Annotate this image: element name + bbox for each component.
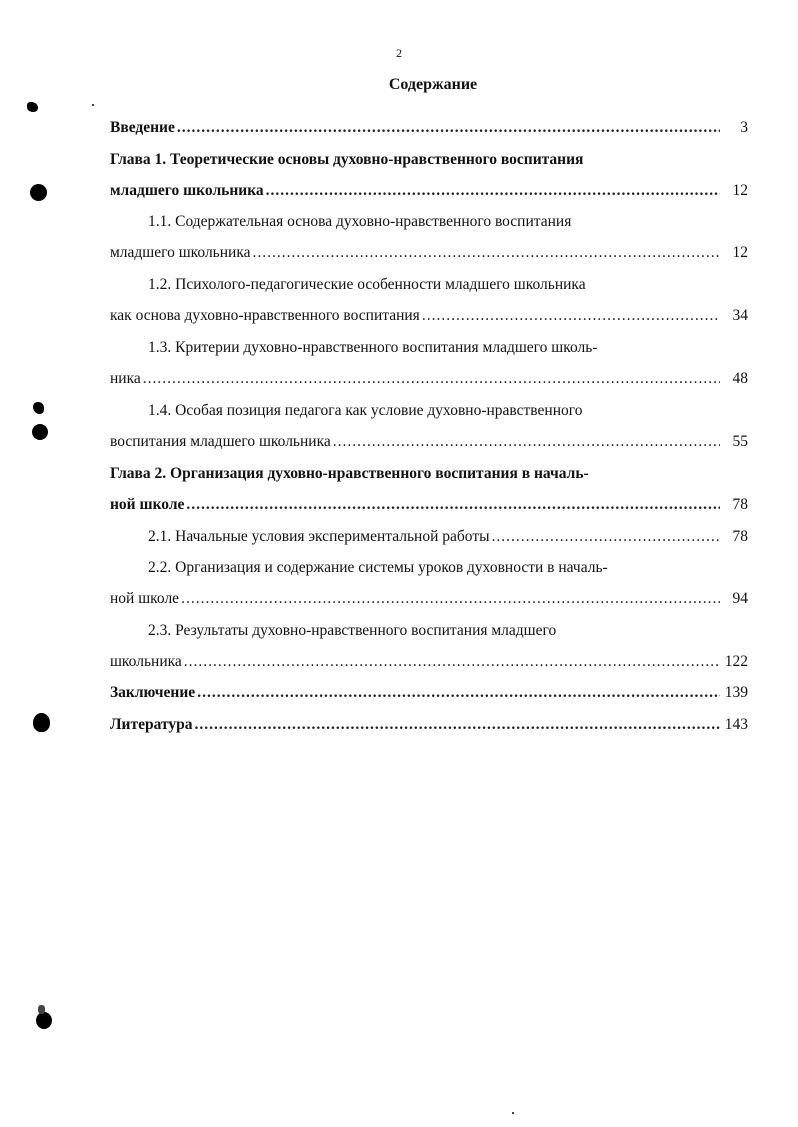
toc-entry-text: школьника: [110, 653, 182, 670]
toc-entry-1-2: [110, 305, 748, 327]
scan-speck: [33, 402, 44, 414]
toc-entry-conclusion: [110, 682, 748, 704]
toc-entry-introduction: [110, 117, 748, 139]
toc-entry-page: 12: [732, 244, 748, 261]
toc-entry-text: 1.1. Содержательная основа духовно-нравственного воспитания: [148, 213, 572, 230]
toc-entry-page: 78: [732, 496, 748, 513]
toc-entry-text: ной школе: [110, 590, 180, 607]
toc-entry-1-4: [110, 431, 748, 453]
toc-entry-text: Введение: [110, 119, 175, 136]
leader-dots: [422, 305, 720, 327]
scan-speck: [38, 1005, 45, 1014]
leader-dots: [177, 117, 720, 139]
toc-entry-1-1-line1: [110, 211, 748, 233]
leader-dots: [492, 526, 720, 548]
toc-entry-chapter1-line1: [110, 149, 748, 171]
leader-dots: [266, 180, 720, 202]
toc-entry-2-3: [110, 651, 748, 673]
toc-entry-1-4-line1: [110, 400, 748, 422]
binder-hole-mark: [33, 713, 50, 732]
toc-entry-page: 139: [724, 684, 748, 701]
toc-entry-text: воспитания младшего школьника: [110, 433, 331, 450]
toc-entry-2-3-line1: [110, 620, 748, 642]
page-number: 2: [396, 46, 402, 60]
toc-entry-page: 78: [732, 528, 748, 545]
toc-entry-text: Глава 1. Теоретические основы духовно-нравственного воспитания: [110, 151, 584, 168]
toc-entry-page: 55: [732, 433, 748, 450]
toc-entry-page: 48: [732, 370, 748, 387]
toc-entry-text: 1.3. Критерии духовно-нравственного воспитания младшего школь-: [148, 339, 598, 356]
toc-entry-2-1: [110, 526, 748, 548]
leader-dots: [197, 682, 720, 704]
leader-dots: [194, 714, 720, 736]
scan-speck: [27, 102, 38, 112]
leader-dots: [186, 494, 720, 516]
toc-entry-text: младшего школьника: [110, 182, 264, 199]
leader-dots: [143, 368, 720, 390]
toc-entry-page: 143: [724, 716, 748, 733]
page-title: Содержание: [388, 76, 478, 93]
toc-entry-text: как основа духовно-нравственного воспитания: [110, 307, 420, 324]
toc-entry-text: Заключение: [110, 684, 196, 701]
toc-entry-page: 3: [740, 119, 748, 136]
binder-hole-mark: [32, 424, 48, 440]
toc-entry-text: ника: [110, 370, 141, 387]
toc-entry-chapter1: [110, 180, 748, 202]
toc-entry-page: 122: [724, 653, 748, 670]
toc-entry-text: Глава 2. Организация духовно-нравственного воспитания в началь-: [110, 465, 589, 482]
toc-entry-page: 12: [732, 182, 748, 199]
toc-entry-text: младшего школьника: [110, 244, 251, 261]
toc-entry-2-2: [110, 588, 748, 610]
toc-entry-text: 1.4. Особая позиция педагога как условие духовно-нравственного: [148, 402, 583, 419]
toc-entry-page: 94: [732, 590, 748, 607]
leader-dots: [333, 431, 720, 453]
toc-entry-literature: [110, 714, 748, 736]
toc-entry-text: Литература: [110, 716, 193, 733]
toc-entry-text: 2.1. Начальные условия экспериментальной работы: [148, 528, 490, 545]
toc-entry-text: ной школе: [110, 496, 185, 513]
toc-entry-text: 1.2. Психолого-педагогические особенности младшего школьника: [148, 276, 586, 293]
toc-entry-1-2-line1: [110, 274, 748, 296]
toc-entry-2-2-line1: [110, 557, 748, 579]
leader-dots: [184, 651, 720, 673]
scan-speck: [92, 104, 94, 106]
toc-entry-chapter2: [110, 494, 748, 516]
toc-entry-text: 2.2. Организация и содержание системы уроков духовности в началь-: [148, 559, 608, 576]
binder-hole-mark: [36, 1012, 52, 1029]
scan-speck: [512, 1112, 514, 1114]
toc-entry-1-1: [110, 242, 748, 264]
toc-entry-chapter2-line1: [110, 463, 748, 485]
toc-entry-text: 2.3. Результаты духовно-нравственного воспитания младшего: [148, 622, 557, 639]
toc-entry-page: 34: [732, 307, 748, 324]
toc-entry-1-3: [110, 368, 748, 390]
leader-dots: [181, 588, 720, 610]
leader-dots: [253, 242, 720, 264]
toc-entry-1-3-line1: [110, 337, 748, 359]
binder-hole-mark: [30, 184, 47, 201]
